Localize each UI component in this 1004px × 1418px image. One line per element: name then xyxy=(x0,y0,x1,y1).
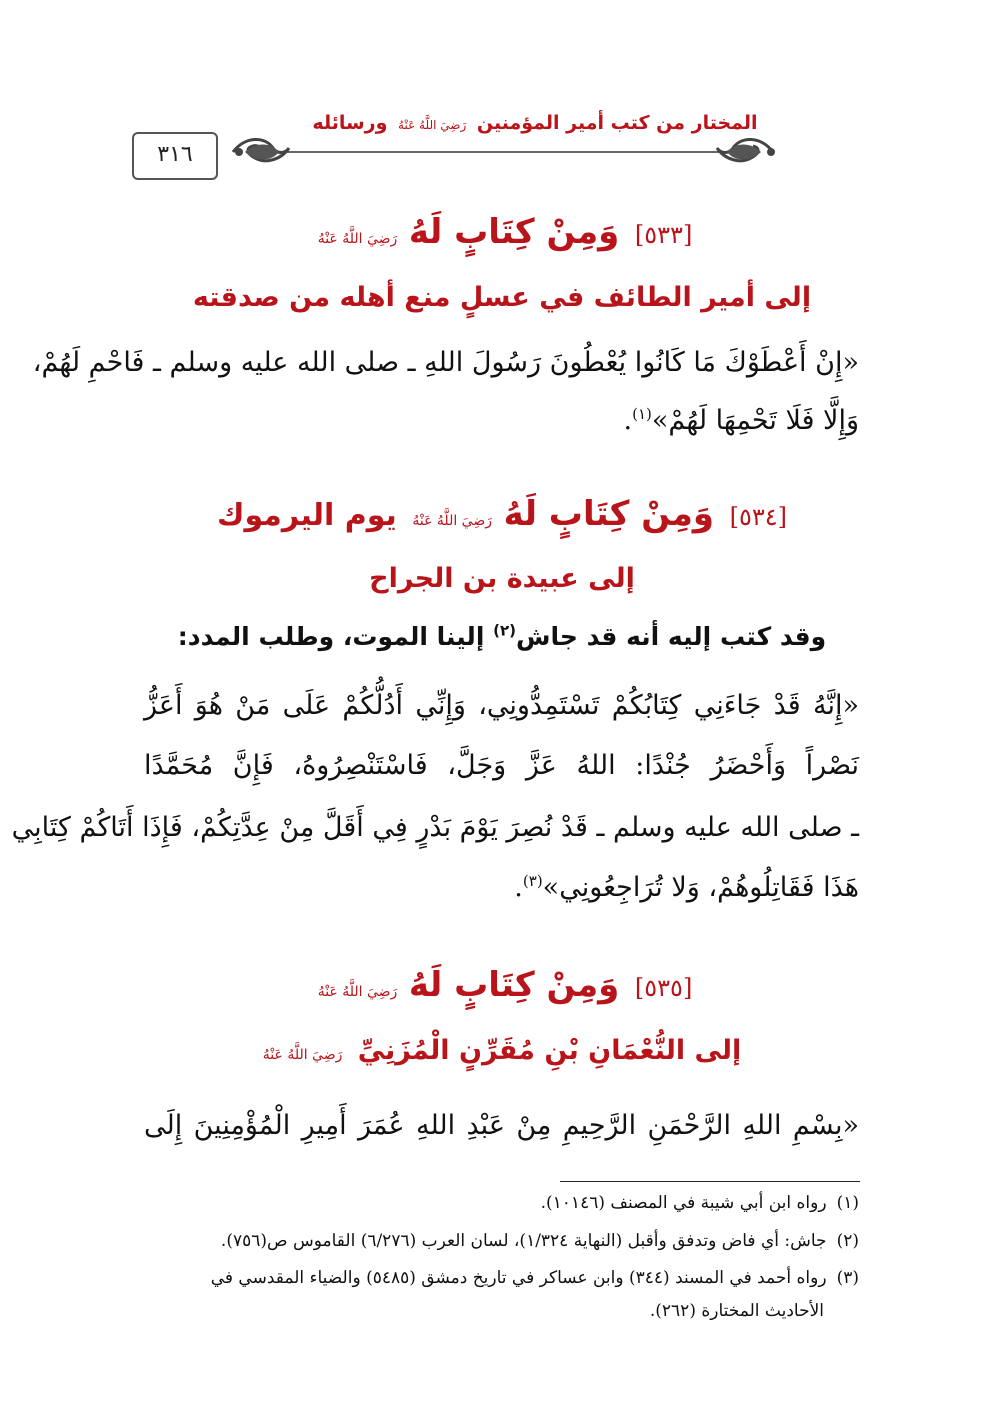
footnote-text: جاش: أي فاض وتدفق وأقبل (النهاية ١/٣٢٤)، لسان العرب (٦/٢٧٦) القاموس ص(٧٥٦). xyxy=(220,1231,827,1251)
section-heading-extra: يوم اليرموك xyxy=(216,498,397,533)
body-line: «إِنْ أَعْطَوْكَ مَا كَانُوا يُعْطُونَ رَسُولَ اللهِ ـ صلى الله عليه وسلم ـ فَاحْمِ لَهُمْ، xyxy=(32,347,859,378)
line-end: . xyxy=(623,405,633,436)
section-subheading-533: إلى أمير الطائف في عسلٍ منع أهله من صدقته xyxy=(192,282,812,313)
section-heading-text: وَمِنْ كِتَابٍ لَهُ xyxy=(408,212,620,252)
body-line-text: هَذَا فَقَاتِلُوهُمْ، وَلا تُرَاجِعُونِي» xyxy=(542,872,859,903)
footnote-separator xyxy=(560,1181,860,1182)
footnote xyxy=(129,1268,859,1288)
running-title-text-end: ورسائله xyxy=(312,112,388,134)
footnote-number: (١) xyxy=(836,1193,859,1213)
section-number: [٥٣٤] xyxy=(729,503,788,531)
ornamental-divider-icon xyxy=(225,130,785,174)
running-header xyxy=(225,112,845,174)
subheading-text: إلى النُّعْمَانِ بْنِ مُقَرِّنٍ الْمُزَنِيِّ xyxy=(357,1035,742,1066)
running-title-text: المختار من كتب أمير المؤمنين xyxy=(476,112,758,134)
footnote-number: (٢) xyxy=(836,1231,859,1251)
line-end: . xyxy=(514,872,523,903)
body-line-last xyxy=(144,872,859,903)
section-heading-533 xyxy=(100,212,904,252)
section-heading-text: وَمِنْ كِتَابٍ لَهُ xyxy=(408,965,620,1005)
section-heading-honorific: رَضِيَ اللَّهُ عَنْهُ xyxy=(412,513,492,529)
section-heading-535 xyxy=(100,965,904,1005)
page-number: ٣١٦ xyxy=(132,132,218,180)
section-heading-534 xyxy=(100,494,904,534)
body-line: «إِنَّهُ قَدْ جَاءَنِي كِتَابُكُمْ تَسْتَمِدُّونِي، وَإِنِّي أَدُلُّكُمْ عَلَى مَنْ هُوَ أَعَزُّ xyxy=(144,690,859,721)
section-number: [٥٣٥] xyxy=(634,974,693,1002)
footnote-ref: (١) xyxy=(632,405,652,423)
body-line-text: وَإِلَّا فَلَا تَحْمِهَا لَهُمْ» xyxy=(651,405,859,436)
running-title-honorific: رَضِيَ اللَّهُ عَنْهُ xyxy=(398,118,467,132)
footnote xyxy=(129,1231,859,1251)
subheading-honorific: رَضِيَ اللَّهُ عَنْهُ xyxy=(262,1047,343,1063)
intro-text-end: إلينا الموت، وطلب المدد: xyxy=(177,622,485,651)
body-line: نَصْراً وَأَحْضَرُ جُنْدًا: اللهُ عَزَّ وَجَلَّ، فَاسْتَنْصِرُوهُ، فَإِنَّ مُحَمَّدًا xyxy=(144,750,859,781)
footnote-text: رواه ابن أبي شيبة في المصنف (١٠١٤٦). xyxy=(540,1193,827,1213)
section-heading-honorific: رَضِيَ اللَّهُ عَنْهُ xyxy=(317,231,398,247)
section-intro-534 xyxy=(100,622,904,651)
section-heading-text: وَمِنْ كِتَابٍ لَهُ xyxy=(503,494,715,534)
footnote xyxy=(129,1193,859,1213)
footnote-continuation xyxy=(94,1301,824,1321)
section-subheading-535 xyxy=(100,1035,904,1066)
footnote-text: الأحاديث المختارة (٢٦٢). xyxy=(649,1301,824,1321)
section-number: [٥٣٣] xyxy=(634,221,693,249)
intro-text: وقد كتب إليه أنه قد جاش xyxy=(515,622,827,651)
body-line: «بِسْمِ اللهِ الرَّحْمَنِ الرَّحِيمِ مِنْ عَبْدِ اللهِ عُمَرَ أَمِيرِ الْمُؤْمِنِينَ إِلَى xyxy=(144,1110,859,1141)
section-heading-honorific: رَضِيَ اللَّهُ عَنْهُ xyxy=(317,984,398,1000)
body-line-last xyxy=(144,405,859,436)
footnote-text: رواه أحمد في المسند (٣٤٤) وابن عساكر في تاريخ دمشق (٥٤٨٥) والضياء المقدسي في xyxy=(210,1268,827,1288)
footnote-ref: (٣) xyxy=(522,872,543,890)
body-line: ـ صلى الله عليه وسلم ـ قَدْ نُصِرَ يَوْمَ بَدْرٍ فِي أَقَلَّ مِنْ عِدَّتِكُمْ، فَإِذَا أَتَاكُمْ كِتَابِي xyxy=(11,812,859,843)
footnote-number: (٣) xyxy=(836,1268,859,1288)
footnote-ref: (٢) xyxy=(493,621,516,640)
section-subheading-534: إلى عبيدة بن الجراح xyxy=(369,563,635,594)
